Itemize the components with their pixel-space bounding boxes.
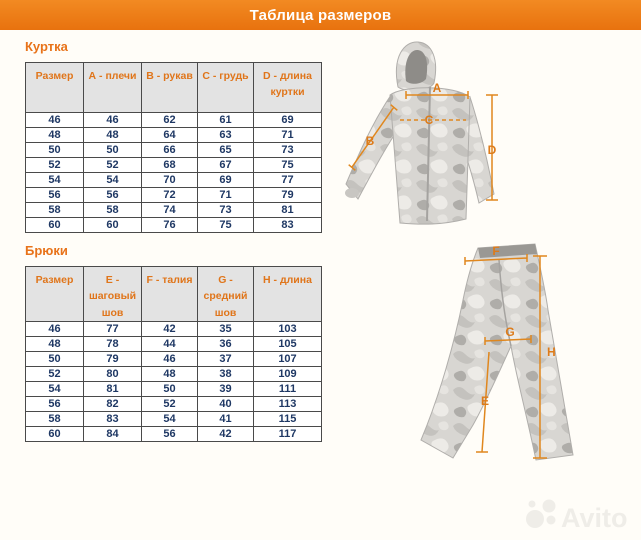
table-cell: 54 bbox=[26, 173, 84, 188]
table-row bbox=[26, 143, 322, 158]
table-cell: 60 bbox=[26, 218, 84, 233]
table-cell: 83 bbox=[84, 411, 142, 426]
table-cell: 77 bbox=[254, 173, 322, 188]
table-cell: 78 bbox=[84, 336, 142, 351]
avito-logo-icon bbox=[526, 500, 556, 529]
avito-watermark bbox=[524, 494, 639, 536]
table-cell: 48 bbox=[84, 128, 142, 143]
table-row bbox=[26, 218, 322, 233]
measure-label-h: H bbox=[547, 345, 556, 359]
table-cell: 61 bbox=[198, 113, 254, 128]
title-bar bbox=[0, 0, 641, 30]
table-cell: 68 bbox=[142, 158, 198, 173]
column-header: В - рукав bbox=[142, 63, 198, 113]
table-cell: 42 bbox=[198, 426, 254, 441]
table-cell: 71 bbox=[254, 128, 322, 143]
table-row bbox=[26, 336, 322, 351]
table-cell: 52 bbox=[84, 158, 142, 173]
table-cell: 63 bbox=[198, 128, 254, 143]
table-cell: 48 bbox=[26, 336, 84, 351]
table-cell: 69 bbox=[198, 173, 254, 188]
table-cell: 117 bbox=[254, 426, 322, 441]
table-row bbox=[26, 411, 322, 426]
table-cell: 115 bbox=[254, 411, 322, 426]
table-cell: 75 bbox=[198, 218, 254, 233]
table-cell: 40 bbox=[198, 396, 254, 411]
table-cell: 113 bbox=[254, 396, 322, 411]
table-cell: 60 bbox=[26, 426, 84, 441]
table-row bbox=[26, 128, 322, 143]
table-row bbox=[26, 203, 322, 218]
jacket-table-body bbox=[26, 113, 322, 233]
table-cell: 52 bbox=[26, 366, 84, 381]
table-row bbox=[26, 321, 322, 336]
measure-label-d: D bbox=[487, 143, 497, 157]
table-cell: 67 bbox=[198, 158, 254, 173]
table-cell: 83 bbox=[254, 218, 322, 233]
table-cell: 54 bbox=[26, 381, 84, 396]
table-cell: 69 bbox=[254, 113, 322, 128]
table-cell: 54 bbox=[84, 173, 142, 188]
table-cell: 35 bbox=[198, 321, 254, 336]
measure-label-e: E bbox=[480, 394, 490, 408]
pants-table-header-row bbox=[26, 267, 322, 322]
table-cell: 73 bbox=[198, 203, 254, 218]
table-cell: 50 bbox=[84, 143, 142, 158]
pants-table-body bbox=[26, 321, 322, 441]
table-cell: 107 bbox=[254, 351, 322, 366]
table-cell: 50 bbox=[26, 351, 84, 366]
table-cell: 77 bbox=[84, 321, 142, 336]
table-cell: 79 bbox=[84, 351, 142, 366]
jacket-size-table bbox=[25, 62, 322, 233]
measure-label-c: C bbox=[424, 113, 434, 127]
table-cell: 71 bbox=[198, 188, 254, 203]
jacket-section-heading: Куртка bbox=[25, 39, 68, 54]
table-cell: 64 bbox=[142, 128, 198, 143]
table-cell: 72 bbox=[142, 188, 198, 203]
table-cell: 84 bbox=[84, 426, 142, 441]
column-header: С - грудь bbox=[198, 63, 254, 113]
table-cell: 65 bbox=[198, 143, 254, 158]
table-row bbox=[26, 188, 322, 203]
table-cell: 48 bbox=[26, 128, 84, 143]
column-header: G - средний шов bbox=[198, 267, 254, 322]
measure-label-b: B bbox=[365, 134, 375, 148]
table-cell: 38 bbox=[198, 366, 254, 381]
table-cell: 81 bbox=[254, 203, 322, 218]
measure-label-g: G bbox=[505, 325, 515, 339]
measure-label-f: F bbox=[492, 244, 500, 258]
table-cell: 70 bbox=[142, 173, 198, 188]
column-header: Размер bbox=[26, 63, 84, 113]
column-header: А - плечи bbox=[84, 63, 142, 113]
table-row bbox=[26, 381, 322, 396]
column-header: Размер bbox=[26, 267, 84, 322]
table-cell: 79 bbox=[254, 188, 322, 203]
table-cell: 66 bbox=[142, 143, 198, 158]
table-cell: 56 bbox=[142, 426, 198, 441]
table-cell: 74 bbox=[142, 203, 198, 218]
table-cell: 56 bbox=[84, 188, 142, 203]
table-cell: 54 bbox=[142, 411, 198, 426]
table-cell: 80 bbox=[84, 366, 142, 381]
table-cell: 58 bbox=[84, 203, 142, 218]
page-title: Таблица размеров bbox=[249, 6, 392, 24]
jacket-table-header-row bbox=[26, 63, 322, 113]
column-header: Е - шаговый шов bbox=[84, 267, 142, 322]
table-cell: 50 bbox=[26, 143, 84, 158]
column-header: Н - длина bbox=[254, 267, 322, 322]
table-row bbox=[26, 426, 322, 441]
column-header: D - длина куртки bbox=[254, 63, 322, 113]
pants-section-heading: Брюки bbox=[25, 243, 68, 258]
table-cell: 46 bbox=[84, 113, 142, 128]
table-cell: 48 bbox=[142, 366, 198, 381]
table-cell: 46 bbox=[26, 321, 84, 336]
table-cell: 56 bbox=[26, 396, 84, 411]
table-cell: 109 bbox=[254, 366, 322, 381]
table-cell: 58 bbox=[26, 203, 84, 218]
table-cell: 42 bbox=[142, 321, 198, 336]
table-cell: 82 bbox=[84, 396, 142, 411]
table-cell: 52 bbox=[142, 396, 198, 411]
avito-wordmark: Avito bbox=[561, 503, 628, 533]
table-cell: 39 bbox=[198, 381, 254, 396]
table-cell: 81 bbox=[84, 381, 142, 396]
table-cell: 46 bbox=[26, 113, 84, 128]
table-cell: 105 bbox=[254, 336, 322, 351]
pants-size-table bbox=[25, 266, 322, 442]
table-cell: 76 bbox=[142, 218, 198, 233]
table-cell: 41 bbox=[198, 411, 254, 426]
pants-figure bbox=[415, 240, 605, 465]
table-cell: 52 bbox=[26, 158, 84, 173]
table-cell: 50 bbox=[142, 381, 198, 396]
table-cell: 75 bbox=[254, 158, 322, 173]
table-row bbox=[26, 396, 322, 411]
table-row bbox=[26, 351, 322, 366]
measure-label-a: A bbox=[432, 81, 442, 95]
table-cell: 44 bbox=[142, 336, 198, 351]
table-row bbox=[26, 113, 322, 128]
column-header: F - талия bbox=[142, 267, 198, 322]
table-cell: 36 bbox=[198, 336, 254, 351]
table-cell: 46 bbox=[142, 351, 198, 366]
table-cell: 60 bbox=[84, 218, 142, 233]
table-row bbox=[26, 173, 322, 188]
table-cell: 62 bbox=[142, 113, 198, 128]
table-cell: 58 bbox=[26, 411, 84, 426]
table-cell: 56 bbox=[26, 188, 84, 203]
table-cell: 73 bbox=[254, 143, 322, 158]
jacket-figure bbox=[342, 33, 507, 230]
table-row bbox=[26, 158, 322, 173]
table-row bbox=[26, 366, 322, 381]
table-cell: 103 bbox=[254, 321, 322, 336]
table-cell: 37 bbox=[198, 351, 254, 366]
table-cell: 111 bbox=[254, 381, 322, 396]
